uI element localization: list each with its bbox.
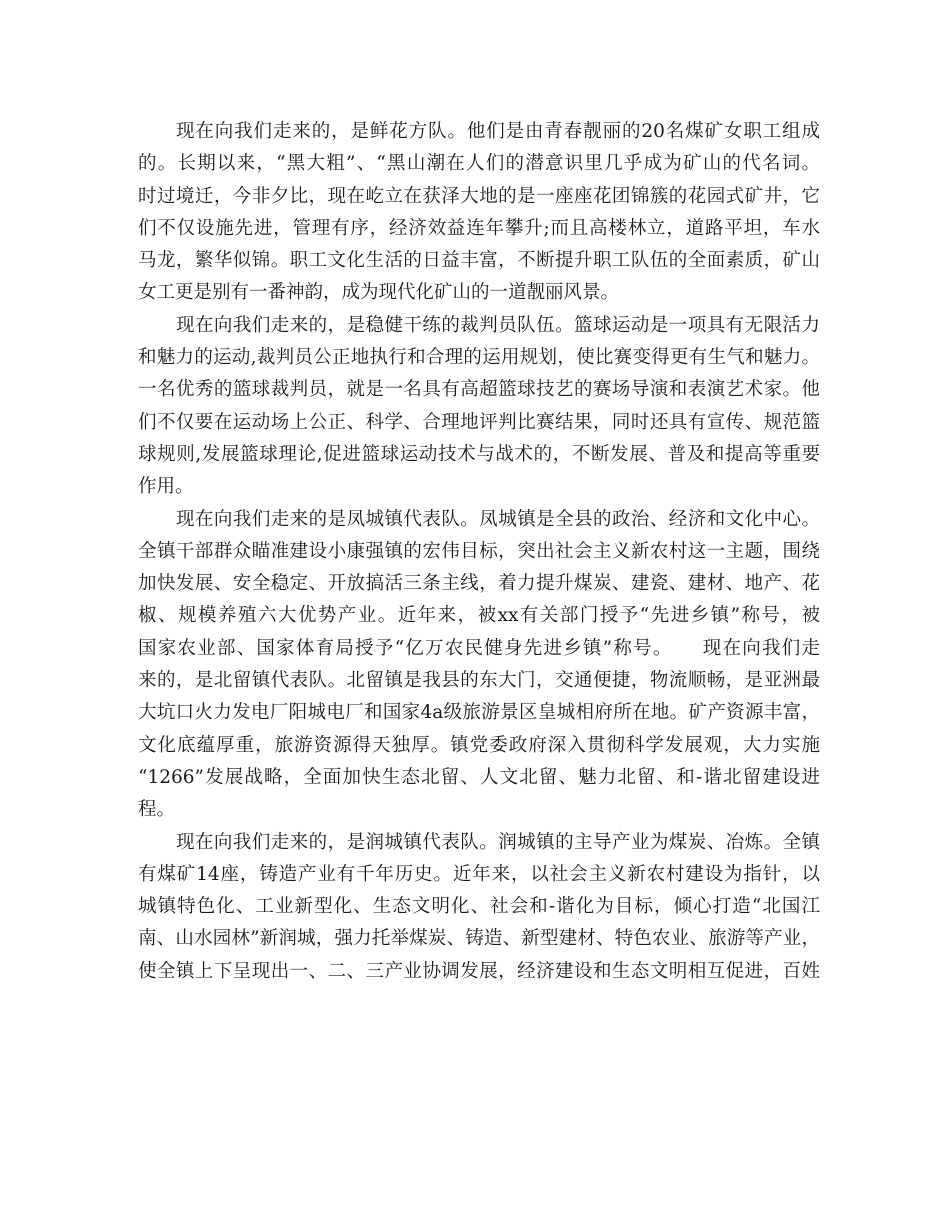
text-line: 加快发展、安全稳定、开放搞活三条主线，着力提升煤炭、建瓷、建材、地产、花 (138, 573, 820, 595)
text-line: 椒、规模养殖六大优势产业。近年来，被xx有关部门授予“先进乡镇”称号，被 (138, 605, 820, 627)
paragraph-flower-team (138, 116, 820, 310)
paragraph-referee-team (138, 310, 820, 504)
text-line: 一名优秀的篮球裁判员，就是一名具有高超篮球技艺的赛场导演和表演艺术家。他 (138, 379, 820, 401)
text-line: 全镇干部群众瞄准建设小康强镇的宏伟目标，突出社会主义新农村这一主题，围绕 (138, 540, 820, 562)
text-line: 作用。 (138, 476, 194, 498)
text-line: 球规则,发展篮球理论,促进篮球运动技术与战术的，不断发展、普及和提高等重要 (138, 443, 820, 465)
text-line: 有煤矿14座，铸造产业有千年历史。近年来，以社会主义新农村建设为指针，以 (138, 863, 820, 885)
text-line: 现在向我们走来的，是润城镇代表队。润城镇的主导产业为煤炭、冶炼。全镇 (176, 831, 820, 853)
text-line: 程。 (138, 799, 176, 821)
text-line: 的。长期以来，“黑大粗”、“黑山潮在人们的潜意识里几乎成为矿山的代名词。 (138, 153, 820, 175)
text-line: 南、山水园林”新润城，强力托举煤炭、铸造、新型建材、特色农业、旅游等产业， (138, 928, 820, 950)
text-line: 女工更是别有一番神韵，成为现代化矿山的一道靓丽风景。 (138, 282, 620, 304)
paragraph-fengcheng-beiliu-team (138, 504, 820, 827)
text-line: “1266”发展战略，全面加快生态北留、人文北留、魅力北留、和-谐北留建设进 (138, 766, 820, 788)
text-line: 来的，是北留镇代表队。北留镇是我县的东大门，交通便捷，物流顺畅，是亚洲最 (138, 670, 820, 692)
text-line: 文化底蕴厚重，旅游资源得天独厚。镇党委政府深入贯彻科学发展观，大力实施 (138, 734, 820, 756)
text-line: 们不仅设施先进，管理有序，经济效益连年攀升;而且高楼林立，道路平坦，车水 (138, 217, 820, 239)
text-line: 使全镇上下呈现出一、二、三产业协调发展，经济建设和生态文明相互促进，百姓 (138, 960, 820, 982)
text-line: 时过境迁，今非夕比，现在屹立在获泽大地的是一座座花团锦簇的花园式矿井，它 (138, 185, 820, 207)
document-body (138, 116, 820, 988)
text-line: 马龙，繁华似锦。职工文化生活的日益丰富，不断提升职工队伍的全面素质，矿山 (138, 250, 820, 272)
text-line: 国家农业部、国家体育局授予“亿万农民健身先进乡镇”称号。 现在向我们走 (138, 637, 820, 659)
text-line: 城镇特色化、工业新型化、生态文明化、社会和-谐化为目标，倾心打造“北国江 (138, 896, 820, 918)
text-line: 和魅力的运动,裁判员公正地执行和合理的运用规划，使比赛变得更有生气和魅力。 (138, 347, 820, 369)
text-line: 们不仅要在运动场上公正、科学、合理地评判比赛结果，同时还具有宣传、规范篮 (138, 411, 820, 433)
text-line: 现在向我们走来的，是鲜花方队。他们是由青春靓丽的20名煤矿女职工组成 (176, 121, 820, 142)
text-line: 现在向我们走来的，是稳健干练的裁判员队伍。篮球运动是一项具有无限活力 (176, 314, 820, 336)
text-line: 大坑口火力发电厂阳城电厂和国家4a级旅游景区皇城相府所在地。矿产资源丰富， (138, 702, 820, 724)
paragraph-runcheng-team (138, 827, 820, 988)
text-line: 现在向我们走来的是凤城镇代表队。凤城镇是全县的政治、经济和文化中心。 (176, 508, 820, 530)
